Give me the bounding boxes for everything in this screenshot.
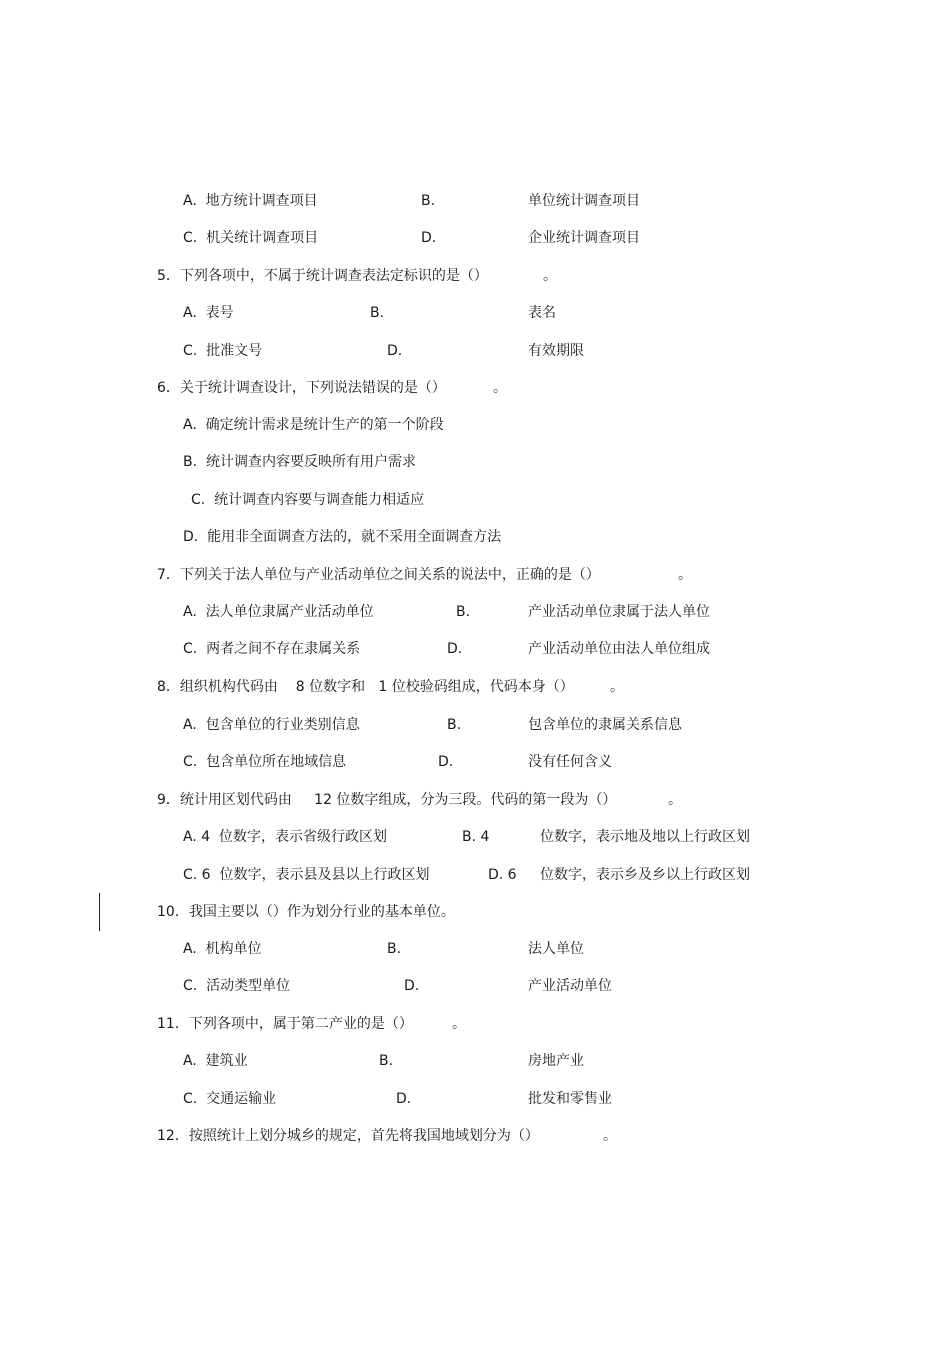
question-7: 7．下列关于法人单位与产业活动单位之间关系的说法中，正确的是（） — [157, 567, 600, 583]
option-8d-text: 没有任何含义 — [528, 754, 612, 770]
option-8b-text: 包含单位的隶属关系信息 — [528, 717, 682, 733]
option-9d-letter: D. 6 — [488, 867, 517, 883]
option-4d-text: 企业统计调查项目 — [528, 230, 640, 246]
option-7c: C. 两者之间不存在隶属关系 — [183, 641, 361, 657]
option-11a: A. 建筑业 — [183, 1053, 248, 1069]
option-9b-text: 位数字，表示地及地以上行政区划 — [540, 829, 750, 845]
option-4b-letter: B. — [421, 193, 436, 209]
question-6-end: 。 — [493, 380, 507, 396]
option-5d-text: 有效期限 — [528, 343, 584, 359]
option-7b-text: 产业活动单位隶属于法人单位 — [528, 604, 710, 620]
question-9: 9．统计用区划代码由 12 位数字组成，分为三段。代码的第一段为（） — [157, 792, 617, 808]
question-12: 12．按照统计上划分城乡的规定，首先将我国地域划分为（） — [157, 1128, 539, 1144]
option-8a: A. 包含单位的行业类别信息 — [183, 717, 360, 733]
option-7d-letter: D. — [447, 641, 463, 657]
question-12-end: 。 — [603, 1128, 617, 1144]
option-7b-letter: B. — [456, 604, 471, 620]
option-11b-letter: B. — [379, 1053, 394, 1069]
option-5a: A. 表号 — [183, 305, 234, 321]
option-7d-text: 产业活动单位由法人单位组成 — [528, 641, 710, 657]
question-8: 8．组织机构代码由 8 位数字和 1 位校验码组成，代码本身（） — [157, 679, 574, 695]
option-8d-letter: D. — [438, 754, 454, 770]
option-9a: A. 4 位数字，表示省级行政区划 — [183, 829, 388, 845]
option-6d: D. 能用非全面调查方法的，就不采用全面调查方法 — [183, 529, 502, 545]
option-5b-text: 表名 — [528, 305, 556, 321]
option-8c: C. 包含单位所在地域信息 — [183, 754, 347, 770]
option-9d-text: 位数字，表示乡及乡以上行政区划 — [540, 867, 750, 883]
option-5d-letter: D. — [387, 343, 403, 359]
question-11-end: 。 — [452, 1016, 466, 1032]
option-7a: A. 法人单位隶属产业活动单位 — [183, 604, 374, 620]
option-11b-text: 房地产业 — [528, 1053, 584, 1069]
question-5: 5．下列各项中，不属于统计调查表法定标识的是（） — [157, 268, 488, 284]
option-10b-letter: B. — [387, 941, 402, 957]
option-10a: A. 机构单位 — [183, 941, 262, 957]
option-9c: C. 6 位数字，表示县及县以上行政区划 — [183, 867, 430, 883]
question-9-end: 。 — [668, 792, 682, 808]
margin-vertical-line — [99, 893, 100, 931]
option-6c: C. 统计调查内容要与调查能力相适应 — [191, 492, 425, 508]
option-4c: C. 机关统计调查项目 — [183, 230, 319, 246]
question-10: 10．我国主要以（）作为划分行业的基本单位。 — [157, 904, 455, 920]
question-5-end: 。 — [543, 268, 557, 284]
option-10d-letter: D. — [404, 978, 420, 994]
option-10d-text: 产业活动单位 — [528, 978, 612, 994]
question-11: 11．下列各项中，属于第二产业的是（） — [157, 1016, 413, 1032]
option-4d-letter: D. — [421, 230, 437, 246]
option-10b-text: 法人单位 — [528, 941, 584, 957]
option-10c: C. 活动类型单位 — [183, 978, 291, 994]
option-5b-letter: B. — [370, 305, 385, 321]
option-5c: C. 批准文号 — [183, 343, 263, 359]
option-6a: A. 确定统计需求是统计生产的第一个阶段 — [183, 417, 444, 433]
question-7-end: 。 — [678, 567, 692, 583]
option-11c: C. 交通运输业 — [183, 1091, 277, 1107]
option-8b-letter: B. — [447, 717, 462, 733]
option-11d-text: 批发和零售业 — [528, 1091, 612, 1107]
question-8-end: 。 — [610, 679, 624, 695]
option-6b: B. 统计调查内容要反映所有用户需求 — [183, 454, 416, 470]
option-4b-text: 单位统计调查项目 — [528, 193, 640, 209]
option-4a: A. 地方统计调查项目 — [183, 193, 318, 209]
option-11d-letter: D. — [396, 1091, 412, 1107]
option-9b-letter: B. 4 — [462, 829, 490, 845]
question-6: 6．关于统计调查设计，下列说法错误的是（） — [157, 380, 446, 396]
